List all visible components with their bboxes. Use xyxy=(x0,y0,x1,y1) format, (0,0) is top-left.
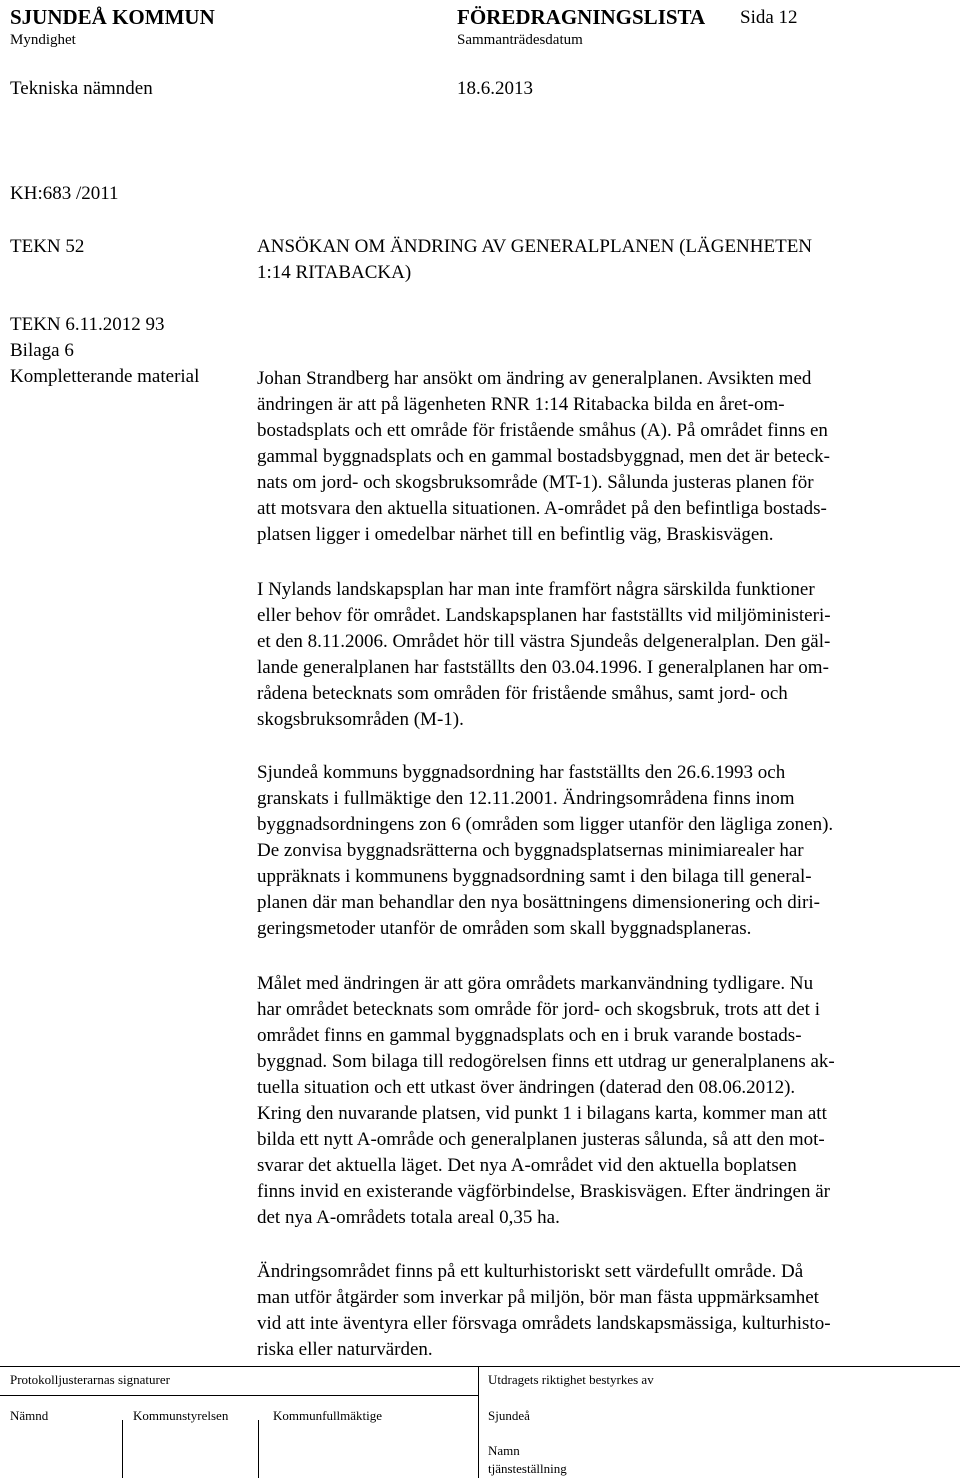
text-line: eller behov för området. Landskapsplanen har fastställts vid miljöministeri- xyxy=(257,605,831,626)
text-line: gammal byggnadsplats och en gammal bostadsbyggnad, men det är beteck- xyxy=(257,446,831,467)
text-line: området finns en gammal byggnadsplats och en i bruk varande bostads- xyxy=(257,1025,802,1046)
section-number: TEKN 52 xyxy=(10,236,85,257)
text-line: att motsvara den aktuella situationen. A-området på den befintliga bostads- xyxy=(257,498,827,519)
certify-label: Utdragets riktighet bestyrkes av xyxy=(488,1372,654,1387)
footer-row-rule xyxy=(0,1395,478,1396)
supplement-label: Kompletterande material xyxy=(10,366,200,387)
text-line: granskats i fullmäktige den 12.11.2001. Ändringsområdena finns inom xyxy=(257,788,795,809)
case-title-line1: ANSÖKAN OM ÄNDRING AV GENERALPLANEN (LÄGENHETEN xyxy=(257,236,813,257)
footer-divider xyxy=(478,1366,479,1478)
authority-label: Myndighet xyxy=(10,32,76,48)
text-line: byggnad. Som bilaga till redogörelsen finns ett utdrag ur generalplanens ak- xyxy=(257,1051,835,1072)
footer-cell-divider-2 xyxy=(258,1420,259,1478)
date-label: Sammanträdesdatum xyxy=(457,32,583,48)
appendix-label: Bilaga 6 xyxy=(10,340,74,361)
text-line: lande generalplanen har fastställts den 03.04.1996. I generalplanen har om- xyxy=(257,657,829,678)
text-line: et den 8.11.2006. Området hör till västra Sjundeås delgeneralplan. Den gäl- xyxy=(257,631,831,652)
text-line: bilda ett nytt A-område och generalplanen justeras sålunda, så att den mot- xyxy=(257,1129,825,1150)
text-line: har området betecknats som område för jord- och skogsbruk, trots att det i xyxy=(257,999,820,1020)
text-line: tuella situation och ett utkast över ändringen (daterad den 08.06.2012). xyxy=(257,1077,796,1098)
text-line: Johan Strandberg har ansökt om ändring av generalplanen. Avsikten med xyxy=(257,368,812,389)
text-line: Ändringsområdet finns på ett kulturhistoriskt sett värdefullt område. Då xyxy=(257,1261,804,1282)
text-line: Sjundeå kommuns byggnadsordning har fastställts den 26.6.1993 och xyxy=(257,762,786,783)
text-line: uppräknats i kommunens byggnadsordning samt i den bilaga till general- xyxy=(257,866,812,887)
authority-name: Tekniska nämnden xyxy=(10,78,153,99)
text-line: De zonvisa byggnadsrätterna och byggnadsplatsernas minimiarealer har xyxy=(257,840,804,861)
body-paragraph-5 xyxy=(257,1259,951,1363)
body-paragraph-4 xyxy=(257,971,951,1231)
text-line: geringsmetoder utanför de områden som skall byggnadsplaneras. xyxy=(257,918,752,939)
org-name: SJUNDEÅ KOMMUN xyxy=(10,5,215,29)
name-label: Namn xyxy=(488,1443,520,1458)
body-paragraph-3 xyxy=(257,760,951,942)
council-label: Kommunfullmäktige xyxy=(273,1408,383,1423)
text-line: bostadsplats och ett område för fristående småhus (A). På området finns en xyxy=(257,420,828,441)
page-number: Sida 12 xyxy=(740,7,798,28)
signatures-label: Protokolljusterarnas signaturer xyxy=(10,1372,170,1387)
text-line: skogsbruksområden (M-1). xyxy=(257,709,464,730)
text-line: finns invid en existerande vägförbindelse, Braskisvägen. Efter ändringen är xyxy=(257,1181,830,1202)
text-line: Målet med ändringen är att göra områdets markanvändning tydligare. Nu xyxy=(257,973,814,994)
board-label: Kommunstyrelsen xyxy=(133,1408,229,1423)
previous-section: TEKN 6.11.2012 93 xyxy=(10,314,165,335)
committee-label: Nämnd xyxy=(10,1408,49,1423)
text-line: I Nylands landskapsplan har man inte framfört några särskilda funktioner xyxy=(257,579,815,600)
text-line: rådena betecknats som områden för fristående småhus, samt jord- och xyxy=(257,683,788,704)
footer-top-rule xyxy=(0,1366,960,1367)
document-type: FÖREDRAGNINGSLISTA xyxy=(457,5,706,29)
case-reference: KH:683 /2011 xyxy=(10,183,119,204)
place-label: Sjundeå xyxy=(488,1408,530,1423)
footer-cell-divider-1 xyxy=(122,1420,123,1478)
text-line: vid att inte äventyra eller försvaga områdets landskapsmässiga, kulturhisto- xyxy=(257,1313,831,1334)
text-line: ändringen är att på lägenheten RNR 1:14 Ritabacka bilda en året-om- xyxy=(257,394,785,415)
case-title-line2: 1:14 RITABACKA) xyxy=(257,262,412,283)
text-line: nats om jord- och skogsbruksområde (MT-1). Sålunda justeras planen för xyxy=(257,472,814,493)
meeting-date: 18.6.2013 xyxy=(457,78,533,99)
text-line: planen där man behandlar den nya bosättningens dimensionering och diri- xyxy=(257,892,820,913)
text-line: byggnadsordningens zon 6 (områden som ligger utanför den lägliga zonen). xyxy=(257,814,834,835)
body-paragraph-1 xyxy=(257,366,951,548)
text-line: riska eller naturvärden. xyxy=(257,1339,433,1360)
text-line: Kring den nuvarande platsen, vid punkt 1 i bilagans karta, kommer man att xyxy=(257,1103,827,1124)
position-label: tjänsteställning xyxy=(488,1461,567,1476)
text-line: det nya A-områdets totala areal 0,35 ha. xyxy=(257,1207,560,1228)
text-line: svarar det aktuella läget. Det nya A-området vid den aktuella boplatsen xyxy=(257,1155,797,1176)
text-line: man utför åtgärder som inverkar på miljön, bör man fästa uppmärksamhet xyxy=(257,1287,819,1308)
body-paragraph-2 xyxy=(257,577,951,733)
text-line: platsen ligger i omedelbar närhet till en befintlig väg, Braskisvägen. xyxy=(257,524,774,545)
